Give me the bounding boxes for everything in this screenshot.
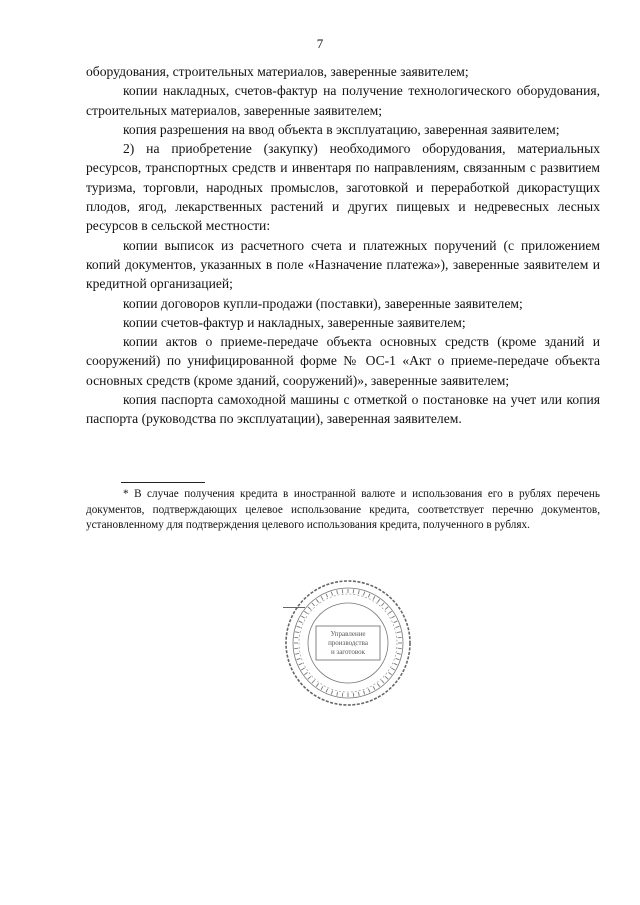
seal-tick [316, 599, 318, 602]
seal-tick [321, 596, 323, 599]
seal-tick [304, 672, 307, 674]
seal-tick [308, 676, 311, 679]
seal-tick [396, 626, 400, 627]
seal-tick [337, 590, 338, 594]
seal-tick [385, 607, 388, 610]
seal-tick [358, 590, 359, 594]
footnote-separator [121, 482, 205, 483]
seal-tick [394, 663, 398, 665]
seal-tick [297, 626, 301, 627]
seal-tick [337, 692, 338, 696]
stamp-line-2: производства [328, 639, 368, 647]
paragraph: копии договоров купли-продажи (поставки), заверенные заявителем; [123, 295, 523, 311]
paragraph: копии выписок из расчетного счета и платежных поручений (с приложением копий документов, указанных в поле «Назначение платежа»), заверенные заявителем и кредитной организацией; [86, 237, 600, 292]
seal-tick [373, 686, 375, 689]
paragraph: копии счетов-фактур и накладных, заверенные заявителем; [123, 314, 466, 330]
paragraph: копия паспорта самоходной машины с отметкой о постановке на учет или копия паспорта (руководства по эксплуатации), заверенная заявителем. [86, 392, 600, 427]
seal-tick [373, 596, 375, 599]
page-number: 7 [316, 36, 324, 51]
seal-tick [391, 668, 394, 670]
seal-tick [316, 683, 318, 686]
seal-tick [377, 683, 379, 686]
stamp-line-1: Управление [330, 630, 366, 638]
paragraph: копии актов о приеме-передаче объекта основных средств (кроме зданий и сооружений) по унифицированной форме № ОС-1 «Акт о приеме-передаче объекта основных средств (кроме зданий, сооружений)», заверенные заявителем; [86, 334, 600, 388]
seal-tick [331, 592, 332, 596]
seal-tick [358, 692, 359, 696]
seal-tick [397, 632, 401, 633]
seal-tick [388, 611, 391, 613]
seal-tick [377, 599, 379, 602]
seal-tick [368, 594, 370, 598]
seal-tick [321, 686, 323, 689]
seal-tick [295, 632, 299, 633]
seal-tick [363, 592, 364, 596]
seal-tick [308, 607, 311, 610]
seal-tick [381, 603, 384, 606]
seal-tick [381, 680, 384, 683]
seal-tick [396, 658, 400, 659]
seal-tick [312, 680, 315, 683]
seal-tick [299, 621, 303, 623]
seal-tick [326, 689, 328, 693]
stamp-line-3: и заготовок [330, 648, 366, 656]
seal-tick [331, 691, 332, 695]
paragraph: 2) на приобретение (закупку) необходимого оборудования, материальных ресурсов, транспортных средств и инвентаря по направлениям, связанным с развитием туризма, торговли, народных промыслов, заготовкой и переработкой дикорастущих плодов, ягод, лекарственных растений и других пищевых и недревесных лесных ресурсов в сельской местности: [86, 141, 600, 234]
seal-tick [397, 653, 401, 654]
seal-tick [368, 689, 370, 693]
paragraph: оборудования, строительных материалов, заверенные заявителем; [86, 64, 469, 79]
paragraph: копии накладных, счетов-фактур на получение технологического оборудования, строительных материалов, заверенные заявителем; [86, 83, 600, 118]
official-seal [283, 578, 413, 708]
document-body [86, 62, 600, 429]
footnote: * В случае получения кредита в иностранной валюте и использования его в рублях перечень документов, подтверждающих целевое использование кредита, соответствует перечню документов, установленному для подтверждения целевого использования кредита, полученного в рублях. [86, 488, 600, 532]
seal-tick [385, 676, 388, 679]
seal-tick [295, 653, 299, 654]
seal-tick [312, 603, 315, 606]
seal-tick [326, 594, 328, 598]
seal-tick [304, 611, 307, 613]
seal-tick [299, 663, 303, 665]
seal-tick [363, 691, 364, 695]
seal-tick [301, 668, 304, 670]
seal-tick [394, 621, 398, 623]
seal-tick [391, 616, 394, 618]
seal-tick [301, 616, 304, 618]
seal-tick [388, 672, 391, 674]
seal-tick [297, 658, 301, 659]
paragraph: копия разрешения на ввод объекта в эксплуатацию, заверенная заявителем; [123, 121, 560, 137]
